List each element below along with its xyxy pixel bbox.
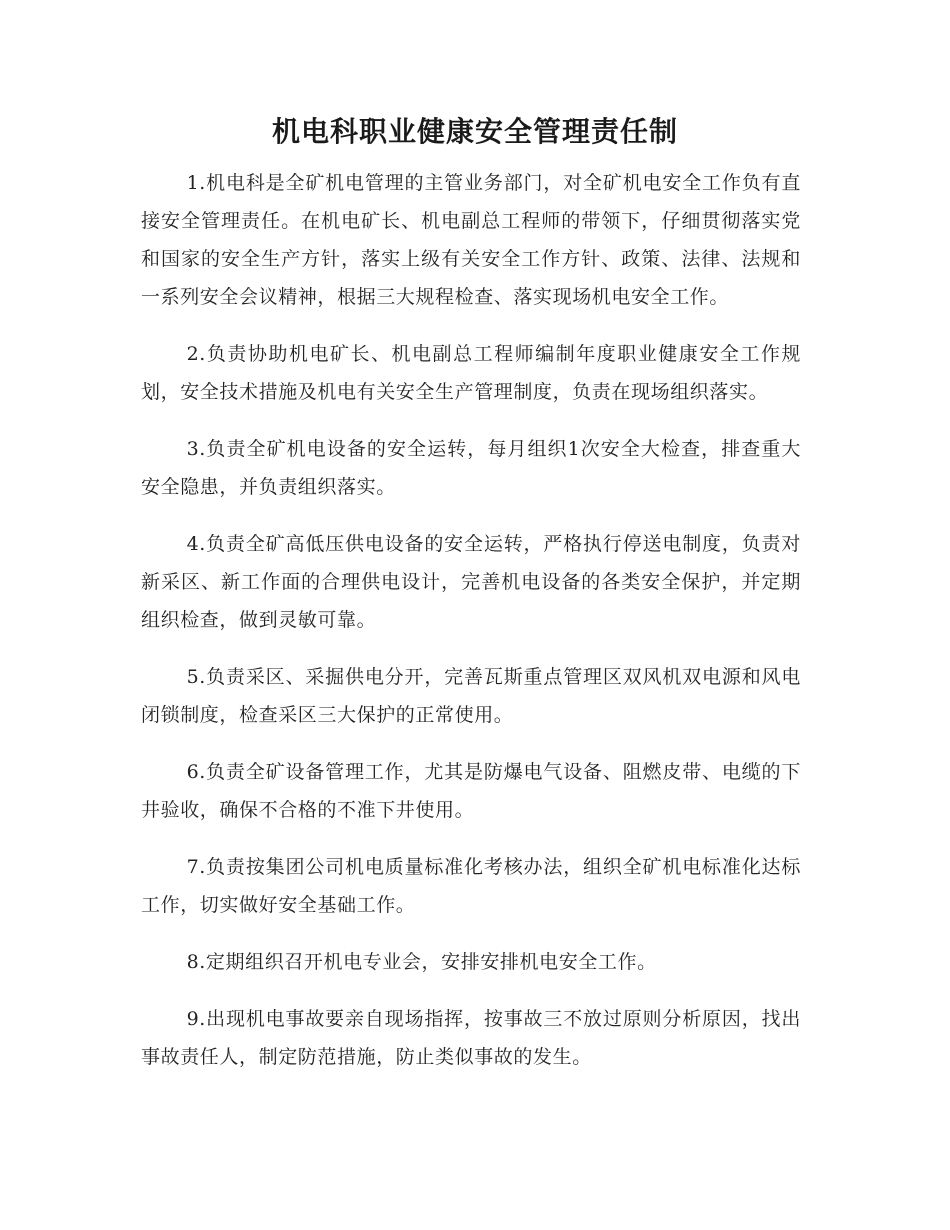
paragraph-6: 6.负责全矿设备管理工作，尤其是防爆电气设备、阻燃皮带、电缆的下井验收，确保不合格的不准下井使用。 (141, 761, 801, 821)
paragraph-1: 1.机电科是全矿机电管理的主管业务部门，对全矿机电安全工作负有直接安全管理责任。在机电矿长、机电副总工程师的带领下，仔细贯彻落实党和国家的安全生产方针，落实上级有关安全工作方针、政策、法律、法规和一系列安全会议精神，根据三大规程检查、落实现场机电安全工作。 (141, 172, 801, 308)
paragraph-8: 8.定期组织召开机电专业会，安排安排机电安全工作。 (186, 951, 657, 973)
paragraph-3: 3.负责全矿机电设备的安全运转，每月组织1次安全大检查，排查重大安全隐患，并负责组织落实。 (141, 438, 801, 498)
document-title: 机电科职业健康安全管理责任制 (271, 115, 678, 148)
paragraph-4: 4.负责全矿高低压供电设备的安全运转，严格执行停送电制度，负责对新采区、新工作面的合理供电设计，完善机电设备的各类安全保护，并定期组织检查，做到灵敏可靠。 (141, 533, 801, 631)
paragraph-7: 7.负责按集团公司机电质量标准化考核办法，组织全矿机电标准化达标工作，切实做好安全基础工作。 (141, 856, 801, 916)
document-body (141, 164, 801, 1095)
paragraph-2: 2.负责协助机电矿长、机电副总工程师编制年度职业健康安全工作规划，安全技术措施及机电有关安全生产管理制度，负责在现场组织落实。 (141, 343, 801, 403)
paragraph-5: 5.负责采区、采掘供电分开，完善瓦斯重点管理区双风机双电源和风电闭锁制度，检查采区三大保护的正常使用。 (141, 666, 801, 726)
paragraph-9: 9.出现机电事故要亲自现场指挥，按事故三不放过原则分析原因，找出事故责任人，制定防范措施，防止类似事故的发生。 (141, 1008, 801, 1068)
